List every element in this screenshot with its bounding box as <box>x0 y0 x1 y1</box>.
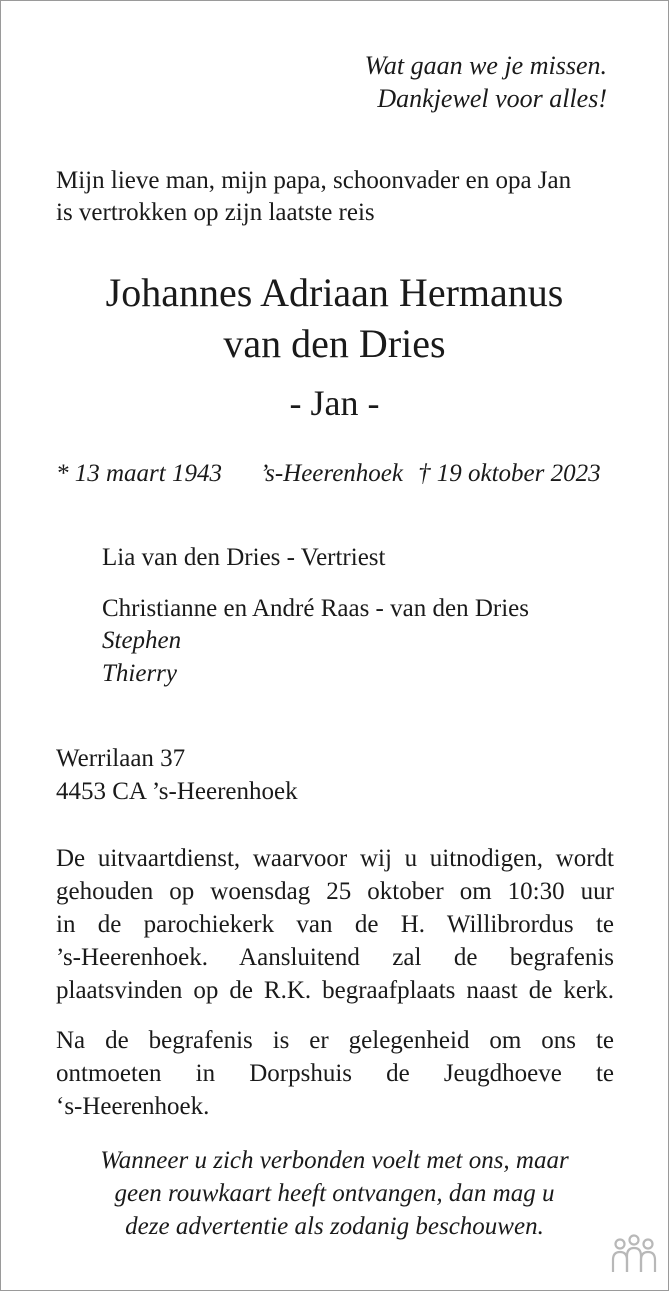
motto-line-1: Wat gaan we je missen. <box>364 51 607 80</box>
service-line-1: De uitvaartdienst, waarvoor wij u uitnodigen, wordt <box>56 845 614 872</box>
after-line-1: Na de begrafenis is er gelegenheid om ons te <box>56 1027 614 1054</box>
family-people-icon <box>609 1234 659 1274</box>
death-date: † 19 oktober 2023 <box>418 460 601 487</box>
service-line-2: gehouden op woensdag 25 oktober om 10:30 uur <box>56 878 614 905</box>
after-line-2: ontmoeten in Dorpshuis de Jeugdhoeve te <box>56 1060 614 1087</box>
place: ’s-Heerenhoek <box>260 460 403 487</box>
birth-date: * 13 maart 1943 <box>56 460 222 487</box>
nickname: - Jan - <box>289 383 380 423</box>
service-line-5: plaatsvinden op de R.K. begraafplaats naast de kerk. <box>56 977 614 1004</box>
children: Christianne en André Raas - van den Dries <box>102 595 529 622</box>
grandchild-1: Stephen <box>102 627 182 654</box>
intro-line-2: is vertrokken op zijn laatste reis <box>56 199 375 226</box>
closing-line-1: Wanneer u zich verbonden voelt met ons, maar <box>100 1147 569 1174</box>
full-name-line-1: Johannes Adriaan Hermanus <box>105 270 564 315</box>
grandchild-2: Thierry <box>102 660 177 687</box>
intro-line-1: Mijn lieve man, mijn papa, schoonvader en opa Jan <box>56 167 572 194</box>
spouse: Lia van den Dries - Vertriest <box>102 544 386 571</box>
closing-line-3: deze advertentie als zodanig beschouwen. <box>125 1213 544 1240</box>
after-line-3: ‘s-Heerenhoek. <box>56 1093 210 1120</box>
service-line-3: in de parochiekerk van de H. Willibrordus te <box>56 911 614 938</box>
closing-line-2: geen rouwkaart heeft ontvangen, dan mag u <box>114 1180 555 1207</box>
full-name-line-2: van den Dries <box>223 321 446 366</box>
motto-line-2: Dankjewel voor alles! <box>377 84 607 113</box>
service-line-4: ’s-Heerenhoek. Aansluitend zal de begrafenis <box>56 944 614 971</box>
address-street: Werrilaan 37 <box>56 745 186 772</box>
address-city: 4453 CA ’s-Heerenhoek <box>56 778 298 805</box>
